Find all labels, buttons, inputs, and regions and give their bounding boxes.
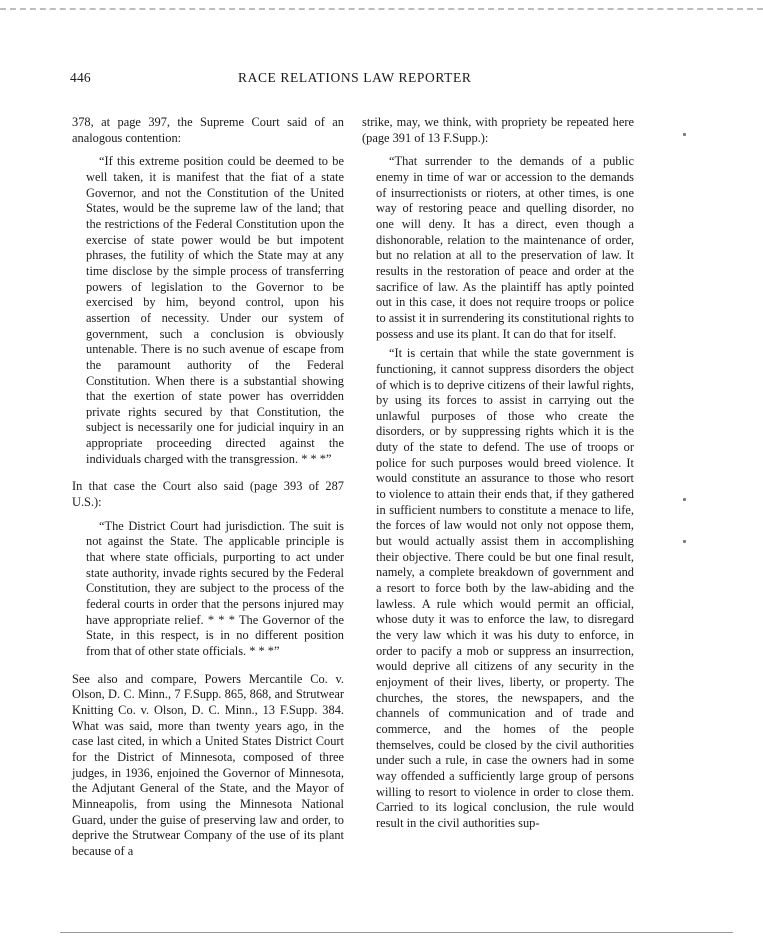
margin-speck [683, 498, 686, 501]
top-edge-dashes [0, 8, 763, 10]
right-quote-paragraph-2: “It is certain that while the state government is functioning, it cannot suppress disorders the object of which is to deprive citizens of their lawful rights, by using its forces to assist in carrying out the unlawful purposes of those who create the disorders, or by suppressing rights which it is the duty of the state to defend. The use of troops or police for such purposes would breed violence. It would constitute an assurance to those who resort to violence to attain their ends that, if they gathered in sufficient numbers to constitute a menace to life, the forces of law would not only not oppose them, but would actually assist them in accomplishing their objective. There could be but one final result, namely, a complete breakdown of government and a resort to force both by the law-abiding and the lawless. A rule which would permit an official, whose duty it was to enforce the law, to disregard the very law which it was his duty to enforce, in order to pacify a mob or suppress an insurrection, would deprive all citizens of any security in the enjoyment of their lives, liberty, or property. The churches, the stores, the newspapers, and the channels of communication and of trade and commerce, and the homes of the people themselves, could be closed by the civil authorities under such a rule, in case the owners had in some way offended a sufficiently large group of persons willing to resort to violence in order to close them. Carried to its logical conclusion, the rule would result in the civil authorities sup- [376, 346, 634, 830]
margin-speck [683, 133, 686, 136]
left-paragraph-1: 378, at page 397, the Supreme Court said of an analogous contention: [72, 115, 344, 145]
left-block-quote-2 [72, 519, 344, 660]
left-quote-1-text: “If this extreme position could be deemed to be well taken, it is manifest that the fiat of a state Governor, and not the Constitution of the United States, would be the supreme law of the land; that the restrictions of the Federal Constitution upon the exercise of state power would be but impotent phrases, the futility of which the State may at any time disclose by the simple process of transferring powers of legislation to the Governor to be exercised by him, beyond control, upon his assertion of necessity. Under our system of government, such a conclusion is obviously untenable. There is no such avenue of escape from the paramount authority of the Federal Constitution. When there is a substantial showing that the exertion of state power has overridden private rights secured by that Constitution, the subject is necessarily one for judicial inquiry in an appropriate proceeding directed against the individuals charged with the transgression. * * *” [86, 154, 344, 466]
right-block-quote [362, 154, 634, 831]
margin-speck [683, 540, 686, 543]
left-paragraph-2: In that case the Court also said (page 393 of 287 U.S.): [72, 479, 344, 510]
running-head: RACE RELATIONS LAW REPORTER [238, 70, 472, 85]
left-paragraph-3: See also and compare, Powers Mercantile Co. v. Olson, D. C. Minn., 7 F.Supp. 865, 868, and Strutwear Knitting Co. v. Olson, D. C. Minn., 13 F.Supp. 384. What was said, more than twenty years ago, in the case last cited, in which a United States District Court for the District of Minnesota, composed of three judges, in 1936, enjoined the Governor of Minnesota, the Adjutant General of the State, and the Mayor of Minneapolis, from using the Minnesota National Guard, under the guise of preserving law and order, to deprive the Strutwear Company of the use of its plant because of a [72, 671, 344, 858]
left-column [72, 115, 344, 860]
bottom-edge-rule [60, 932, 733, 933]
left-block-quote-1 [72, 154, 344, 467]
page-number: 446 [70, 70, 91, 85]
right-paragraph-1: strike, may, we think, with propriety be repeated here (page 391 of 13 F.Supp.): [362, 115, 634, 145]
right-column [362, 115, 634, 832]
right-quote-paragraph-1: “That surrender to the demands of a public enemy in time of war or accession to the demands of insurrectionists or rioters, at other times, is one way of restoring peace and quelling disorder, no one will deny. It has a direct, even though a dishonorable, relation to the maintenance of order, but no relation at all to the preservation of law. It results in the restoration of peace and order at the sacrifice of law. As the plaintiff has aptly pointed out in this case, it does not require troops or police to assist it in surrendering its constitutional rights to possess and use its plant. It can do that for itself. [376, 154, 634, 341]
left-quote-2-text: “The District Court had jurisdiction. The suit is not against the State. The applicable principle is that where state officials, purporting to act under state authority, invade rights secured by the Federal Constitution, they are subject to the process of the federal courts in order that the persons injured may have appropriate relief. * * * The Governor of the State, in this respect, is in no different position from that of other state officials. * * *” [86, 518, 344, 658]
